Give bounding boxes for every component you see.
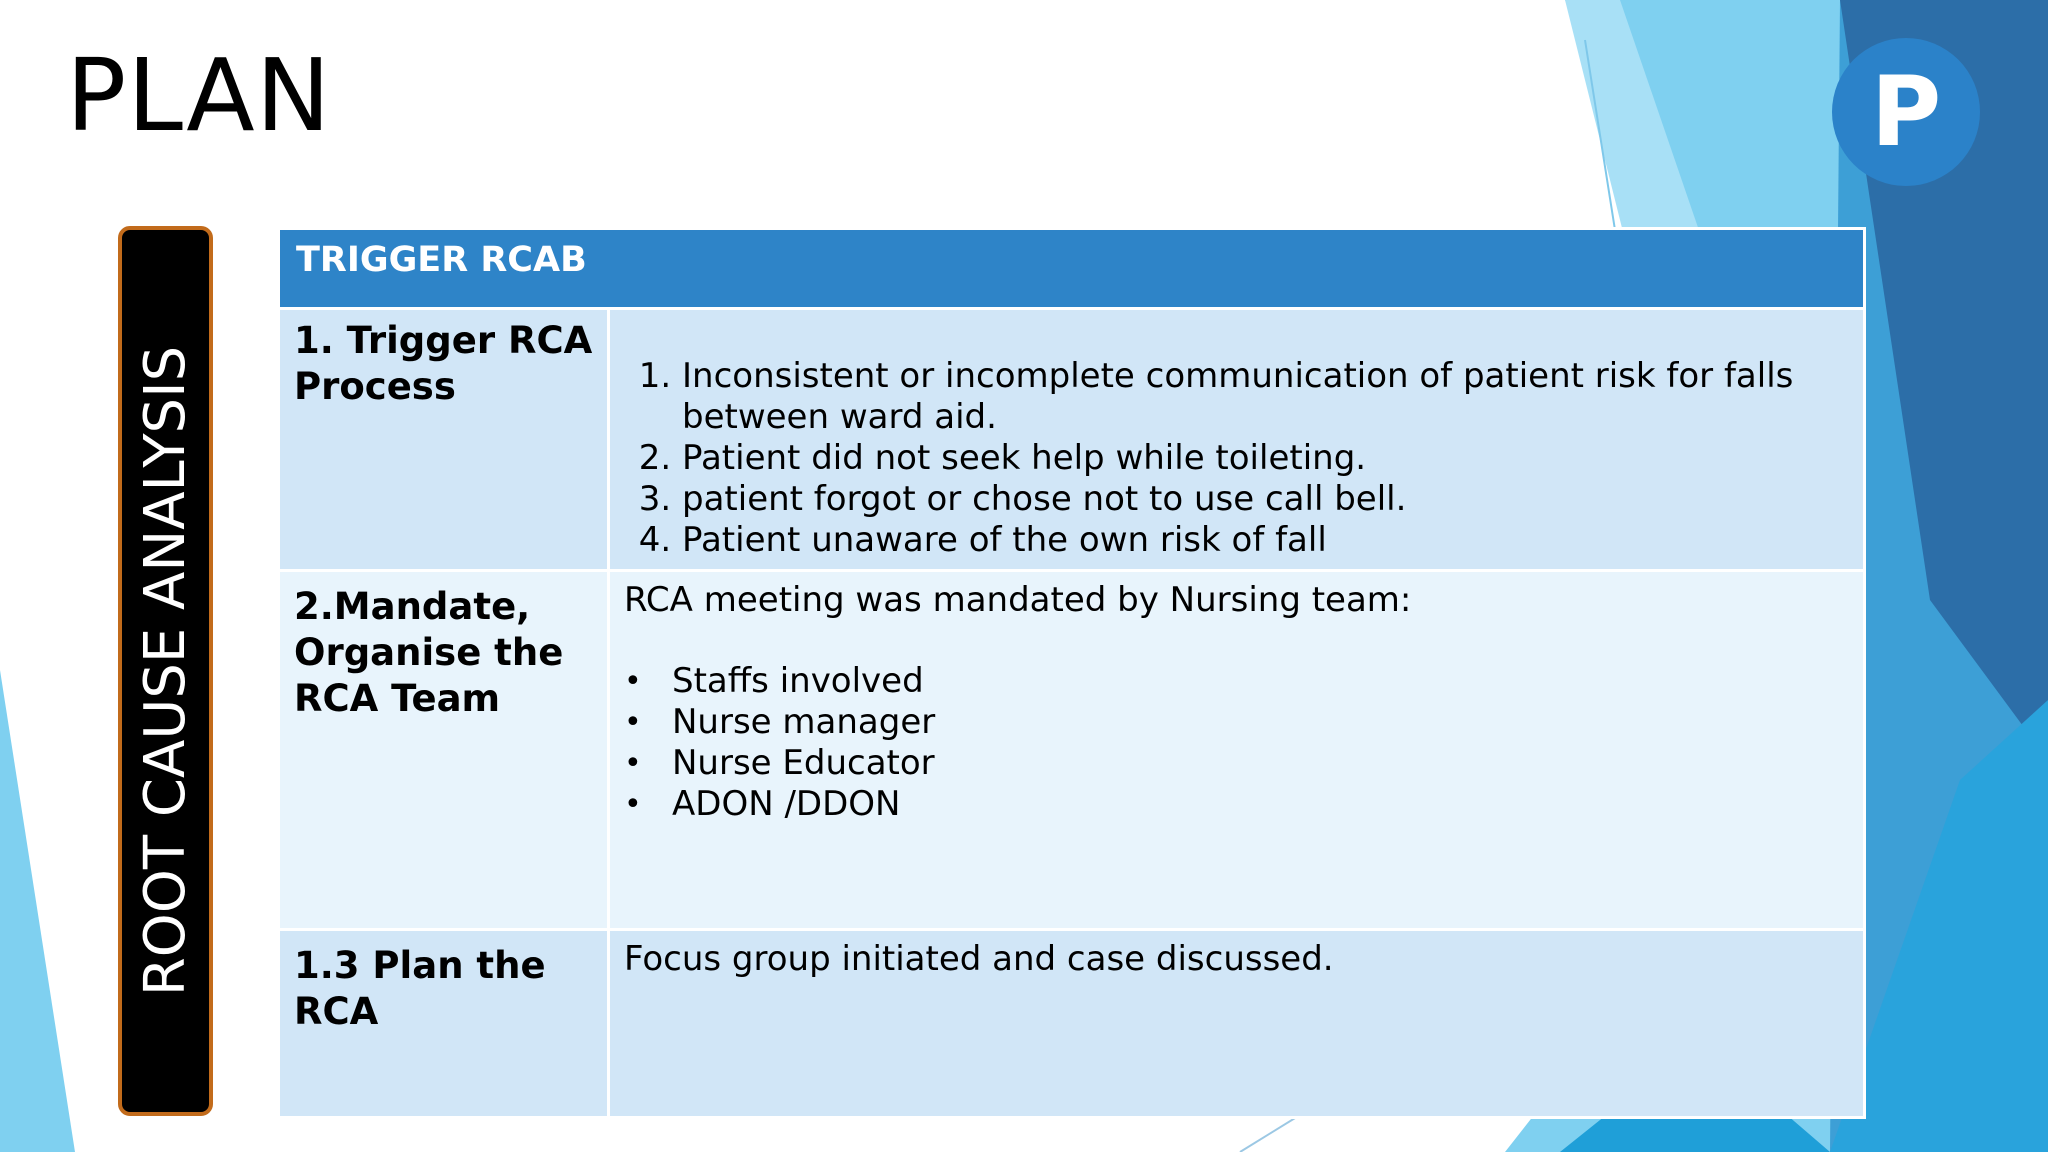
row-content <box>609 571 1865 930</box>
table-header: TRIGGER RCAB <box>279 229 1865 309</box>
risk-list <box>624 356 1849 561</box>
list-item: 2. Patient did not seek help while toileting. <box>682 438 1849 479</box>
list-item: • ADON /DDON <box>672 784 1849 825</box>
row-label: 1.3 Plan the RCA <box>279 930 609 1118</box>
row-label: 2.Mandate, Organise the RCA Team <box>279 571 609 930</box>
list-item: • Nurse manager <box>672 702 1849 743</box>
table-header-row <box>279 229 1865 309</box>
table-row <box>279 930 1865 1118</box>
list-item: • Nurse Educator <box>672 743 1849 784</box>
list-item: 3. patient forgot or chose not to use call bell. <box>682 479 1849 520</box>
list-item: 4. Patient unaware of the own risk of fall <box>682 520 1849 561</box>
slide-title: PLAN <box>66 37 332 154</box>
rca-table <box>277 227 1866 1119</box>
table-row <box>279 571 1865 930</box>
table-row <box>279 309 1865 571</box>
p-badge: P <box>1832 38 1980 186</box>
row-intro: RCA meeting was mandated by Nursing team: <box>624 580 1412 620</box>
list-item: 1. Inconsistent or incomplete communication of patient risk for falls between ward aid. <box>682 356 1849 438</box>
row-label: 1. Trigger RCA Process <box>279 309 609 571</box>
row-content <box>609 309 1865 571</box>
list-item: • Staffs involved <box>672 661 1849 702</box>
side-label-bar <box>118 226 213 1116</box>
side-label-text: ROOT CAUSE ANALYSIS <box>132 345 198 997</box>
team-list <box>624 661 1849 825</box>
row-content: Focus group initiated and case discussed. <box>609 930 1865 1118</box>
